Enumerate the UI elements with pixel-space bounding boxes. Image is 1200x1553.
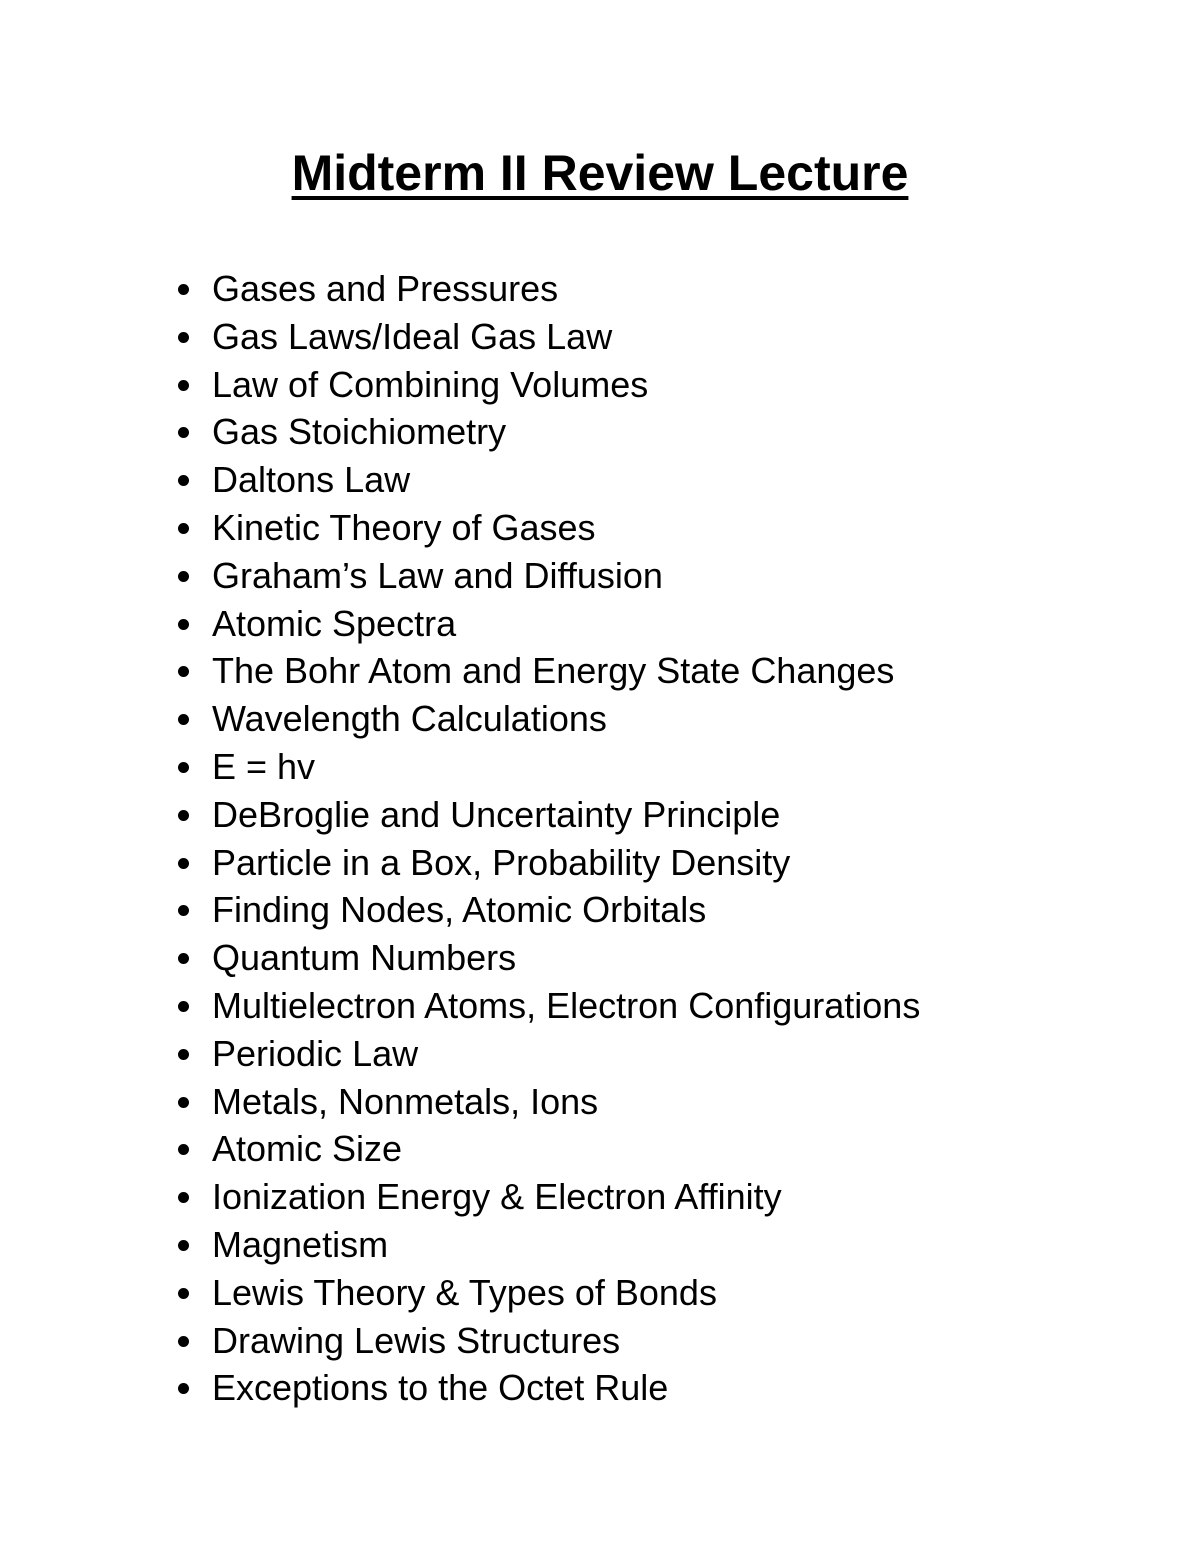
bullet-icon xyxy=(178,619,189,630)
bullet-icon xyxy=(178,1097,189,1108)
bullet-icon xyxy=(178,380,189,391)
list-item xyxy=(0,1125,1200,1173)
list-item xyxy=(0,1364,1200,1412)
list-item xyxy=(0,265,1200,313)
topic-text: Wavelength Calculations xyxy=(212,698,607,740)
topic-text: Particle in a Box, Probability Density xyxy=(212,841,791,883)
list-item xyxy=(0,1269,1200,1317)
bullet-icon xyxy=(178,905,189,916)
bullet-icon xyxy=(178,1288,189,1299)
bullet-icon xyxy=(178,523,189,534)
list-item xyxy=(0,361,1200,409)
list-item xyxy=(0,552,1200,600)
bullet-icon xyxy=(178,714,189,725)
bullet-icon xyxy=(178,1049,189,1060)
bullet-icon xyxy=(178,1001,189,1012)
list-item xyxy=(0,1078,1200,1126)
bullet-icon xyxy=(178,427,189,438)
page-title-text: Midterm II Review Lecture xyxy=(291,145,909,201)
topic-text: Daltons Law xyxy=(212,459,411,501)
topic-text: Gas Laws/Ideal Gas Law xyxy=(212,315,613,357)
topic-text: Metals, Nonmetals, Ions xyxy=(212,1080,599,1122)
list-item xyxy=(0,647,1200,695)
topic-text: Exceptions to the Octet Rule xyxy=(212,1367,669,1409)
list-item xyxy=(0,934,1200,982)
bullet-icon xyxy=(178,332,189,343)
list-item xyxy=(0,695,1200,743)
bullet-icon xyxy=(178,1383,189,1394)
topic-text: Law of Combining Volumes xyxy=(212,363,649,405)
bullet-icon xyxy=(178,666,189,677)
topic-text: Finding Nodes, Atomic Orbitals xyxy=(212,889,707,931)
page-title xyxy=(0,140,1200,206)
bullet-icon xyxy=(178,1144,189,1155)
bullet-icon xyxy=(178,953,189,964)
topic-text: Lewis Theory & Types of Bonds xyxy=(212,1271,717,1313)
bullet-icon xyxy=(178,475,189,486)
list-item xyxy=(0,886,1200,934)
bullet-icon xyxy=(178,1240,189,1251)
topic-text: Kinetic Theory of Gases xyxy=(212,506,596,548)
topic-text: E = hv xyxy=(212,745,316,787)
bullet-icon xyxy=(178,284,189,295)
list-item xyxy=(0,1030,1200,1078)
bullet-icon xyxy=(178,1336,189,1347)
list-item xyxy=(0,743,1200,791)
topic-text: DeBroglie and Uncertainty Principle xyxy=(212,793,781,835)
list-item xyxy=(0,982,1200,1030)
topic-text: Graham’s Law and Diffusion xyxy=(212,554,663,596)
bullet-icon xyxy=(178,810,189,821)
list-item xyxy=(0,408,1200,456)
topic-text: The Bohr Atom and Energy State Changes xyxy=(212,650,895,692)
topic-text: Drawing Lewis Structures xyxy=(212,1319,621,1361)
list-item xyxy=(0,791,1200,839)
list-item xyxy=(0,456,1200,504)
list-item xyxy=(0,1173,1200,1221)
list-item xyxy=(0,839,1200,887)
topic-text: Quantum Numbers xyxy=(212,937,517,979)
bullet-icon xyxy=(178,1192,189,1203)
topic-text: Magnetism xyxy=(212,1223,389,1265)
list-item xyxy=(0,1221,1200,1269)
topic-text: Gas Stoichiometry xyxy=(212,411,507,453)
bullet-icon xyxy=(178,858,189,869)
topic-text: Atomic Size xyxy=(212,1128,403,1170)
list-item xyxy=(0,600,1200,648)
topic-list xyxy=(0,265,1200,1412)
list-item xyxy=(0,1317,1200,1365)
topic-text: Multielectron Atoms, Electron Configurations xyxy=(212,984,921,1026)
topic-text: Atomic Spectra xyxy=(212,602,457,644)
topic-text: Periodic Law xyxy=(212,1032,419,1074)
list-item xyxy=(0,504,1200,552)
bullet-icon xyxy=(178,571,189,582)
topic-text: Ionization Energy & Electron Affinity xyxy=(212,1176,782,1218)
topic-text: Gases and Pressures xyxy=(212,268,559,309)
list-item xyxy=(0,313,1200,361)
bullet-icon xyxy=(178,762,189,773)
